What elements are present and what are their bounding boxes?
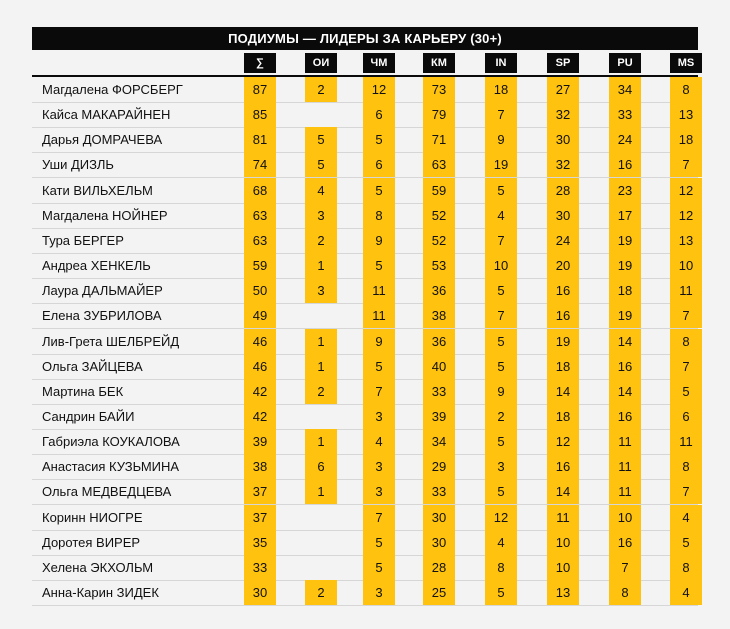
cell-pu: 14 (609, 379, 641, 404)
cell-in: 5 (485, 329, 517, 354)
cell-sum: 46 (244, 329, 276, 354)
athlete-name: Ольга ЗАЙЦЕВА (42, 358, 143, 374)
table-row (32, 354, 698, 380)
cell-oi: 2 (305, 580, 337, 605)
cell-pu: 16 (609, 152, 641, 177)
cell-km: 30 (423, 530, 455, 555)
cell-sum: 68 (244, 178, 276, 203)
athlete-name: Уши ДИЗЛЬ (42, 157, 114, 173)
athlete-name: Магдалена НОЙНЕР (42, 207, 168, 223)
cell-sp: 32 (547, 102, 579, 127)
cell-sum: 50 (244, 278, 276, 303)
cell-ms: 4 (670, 580, 702, 605)
cell-sum: 38 (244, 454, 276, 479)
cell-pu: 24 (609, 127, 641, 152)
cell-ms: 7 (670, 479, 702, 504)
cell-in: 19 (485, 152, 517, 177)
cell-oi (305, 530, 337, 555)
cell-ms: 4 (670, 505, 702, 530)
cell-sp: 28 (547, 178, 579, 203)
cell-chm: 3 (363, 454, 395, 479)
cell-km: 36 (423, 329, 455, 354)
cell-oi (305, 555, 337, 580)
athlete-name: Кати ВИЛЬХЕЛЬМ (42, 182, 153, 198)
cell-oi: 1 (305, 253, 337, 278)
cell-chm: 9 (363, 329, 395, 354)
cell-sp: 10 (547, 555, 579, 580)
cell-sum: 81 (244, 127, 276, 152)
table-row (32, 454, 698, 480)
cell-oi: 3 (305, 203, 337, 228)
table-row (32, 530, 698, 556)
cell-km: 36 (423, 278, 455, 303)
cell-sum: 42 (244, 404, 276, 429)
cell-in: 2 (485, 404, 517, 429)
cell-sum: 35 (244, 530, 276, 555)
cell-km: 53 (423, 253, 455, 278)
column-header-in: IN (485, 53, 517, 73)
athlete-name: Мартина БЕК (42, 383, 124, 399)
cell-ms: 6 (670, 404, 702, 429)
cell-in: 9 (485, 379, 517, 404)
cell-ms: 12 (670, 178, 702, 203)
cell-oi: 2 (305, 379, 337, 404)
cell-sp: 14 (547, 379, 579, 404)
cell-in: 7 (485, 102, 517, 127)
cell-pu: 17 (609, 203, 641, 228)
cell-sp: 27 (547, 77, 579, 102)
cell-km: 63 (423, 152, 455, 177)
cell-in: 5 (485, 354, 517, 379)
cell-km: 52 (423, 228, 455, 253)
column-header-sum: ∑ (244, 53, 276, 73)
cell-in: 9 (485, 127, 517, 152)
cell-chm: 12 (363, 77, 395, 102)
table-title: ПОДИУМЫ — ЛИДЕРЫ ЗА КАРЬЕРУ (30+) (32, 27, 698, 50)
column-header-km: КМ (423, 53, 455, 73)
cell-in: 5 (485, 178, 517, 203)
cell-oi: 1 (305, 354, 337, 379)
table-row (32, 178, 698, 204)
cell-pu: 8 (609, 580, 641, 605)
cell-ms: 12 (670, 203, 702, 228)
cell-sp: 11 (547, 505, 579, 530)
cell-sp: 18 (547, 404, 579, 429)
cell-km: 34 (423, 429, 455, 454)
cell-pu: 10 (609, 505, 641, 530)
column-header-pu: PU (609, 53, 641, 73)
cell-km: 25 (423, 580, 455, 605)
cell-km: 52 (423, 203, 455, 228)
cell-pu: 11 (609, 454, 641, 479)
cell-oi (305, 303, 337, 328)
cell-chm: 5 (363, 555, 395, 580)
cell-pu: 14 (609, 329, 641, 354)
cell-oi: 3 (305, 278, 337, 303)
table-row (32, 303, 698, 329)
athlete-name: Доротея ВИРЕР (42, 534, 141, 550)
cell-oi: 2 (305, 228, 337, 253)
cell-ms: 5 (670, 530, 702, 555)
table-row (32, 479, 698, 505)
cell-oi: 1 (305, 429, 337, 454)
cell-oi: 1 (305, 329, 337, 354)
cell-chm: 5 (363, 127, 395, 152)
cell-oi: 2 (305, 77, 337, 102)
cell-chm: 5 (363, 354, 395, 379)
cell-pu: 16 (609, 530, 641, 555)
table-row (32, 253, 698, 279)
cell-oi: 1 (305, 479, 337, 504)
column-header-row (32, 51, 698, 77)
cell-in: 3 (485, 454, 517, 479)
cell-sp: 24 (547, 228, 579, 253)
cell-sum: 85 (244, 102, 276, 127)
cell-ms: 11 (670, 429, 702, 454)
cell-ms: 7 (670, 354, 702, 379)
table-row (32, 127, 698, 153)
cell-sp: 30 (547, 203, 579, 228)
cell-pu: 18 (609, 278, 641, 303)
athlete-name: Лив-Грета ШЕЛБРЕЙД (42, 333, 180, 349)
cell-km: 71 (423, 127, 455, 152)
athlete-name: Коринн НИОГРЕ (42, 509, 143, 525)
cell-sum: 63 (244, 203, 276, 228)
column-header-sp: SP (547, 53, 579, 73)
cell-sp: 10 (547, 530, 579, 555)
cell-sp: 16 (547, 303, 579, 328)
table-row (32, 505, 698, 531)
cell-in: 8 (485, 555, 517, 580)
cell-km: 30 (423, 505, 455, 530)
table-row (32, 203, 698, 229)
cell-chm: 5 (363, 253, 395, 278)
cell-oi (305, 102, 337, 127)
cell-pu: 19 (609, 228, 641, 253)
cell-sp: 32 (547, 152, 579, 177)
cell-km: 38 (423, 303, 455, 328)
cell-sp: 19 (547, 329, 579, 354)
cell-sp: 20 (547, 253, 579, 278)
cell-in: 4 (485, 203, 517, 228)
table-row (32, 404, 698, 430)
cell-sp: 14 (547, 479, 579, 504)
cell-ms: 5 (670, 379, 702, 404)
table-row (32, 555, 698, 581)
cell-sum: 37 (244, 479, 276, 504)
cell-in: 7 (485, 303, 517, 328)
athlete-name: Хелена ЭКХОЛЬМ (42, 559, 154, 575)
athlete-name: Елена ЗУБРИЛОВА (42, 308, 162, 324)
cell-sum: 46 (244, 354, 276, 379)
cell-pu: 16 (609, 404, 641, 429)
cell-in: 12 (485, 505, 517, 530)
cell-km: 33 (423, 479, 455, 504)
cell-ms: 8 (670, 555, 702, 580)
table-row (32, 228, 698, 254)
cell-pu: 7 (609, 555, 641, 580)
cell-sum: 39 (244, 429, 276, 454)
cell-sp: 13 (547, 580, 579, 605)
column-header-ms: MS (670, 53, 702, 73)
cell-ms: 7 (670, 152, 702, 177)
cell-sp: 30 (547, 127, 579, 152)
column-header-chm: ЧМ (363, 53, 395, 73)
cell-pu: 11 (609, 479, 641, 504)
table-row (32, 77, 698, 103)
cell-oi: 5 (305, 152, 337, 177)
athlete-name: Кайса МАКАРАЙНЕН (42, 107, 171, 123)
table-row (32, 278, 698, 304)
cell-ms: 8 (670, 454, 702, 479)
cell-pu: 19 (609, 303, 641, 328)
table-row (32, 329, 698, 355)
athlete-name: Магдалена ФОРСБЕРГ (42, 82, 183, 97)
cell-chm: 9 (363, 228, 395, 253)
cell-ms: 13 (670, 102, 702, 127)
athlete-name: Ольга МЕДВЕДЦЕВА (42, 484, 172, 500)
cell-in: 5 (485, 479, 517, 504)
athlete-name: Габриэла КОУКАЛОВА (42, 434, 180, 450)
cell-oi: 6 (305, 454, 337, 479)
athlete-name: Анна-Карин ЗИДЕК (42, 585, 159, 600)
cell-in: 7 (485, 228, 517, 253)
cell-sp: 18 (547, 354, 579, 379)
cell-km: 33 (423, 379, 455, 404)
cell-sum: 33 (244, 555, 276, 580)
cell-sum: 37 (244, 505, 276, 530)
cell-chm: 5 (363, 530, 395, 555)
cell-chm: 7 (363, 379, 395, 404)
cell-km: 79 (423, 102, 455, 127)
cell-sum: 42 (244, 379, 276, 404)
column-header-oi: ОИ (305, 53, 337, 73)
athlete-name: Лаура ДАЛЬМАЙЕР (42, 283, 163, 299)
cell-sum: 59 (244, 253, 276, 278)
cell-ms: 7 (670, 303, 702, 328)
cell-in: 5 (485, 429, 517, 454)
table-row (32, 379, 698, 405)
cell-km: 59 (423, 178, 455, 203)
cell-pu: 23 (609, 178, 641, 203)
cell-in: 4 (485, 530, 517, 555)
cell-sp: 16 (547, 454, 579, 479)
cell-pu: 11 (609, 429, 641, 454)
cell-oi: 4 (305, 178, 337, 203)
cell-km: 29 (423, 454, 455, 479)
cell-oi (305, 404, 337, 429)
cell-in: 5 (485, 580, 517, 605)
cell-sum: 87 (244, 77, 276, 102)
cell-sp: 16 (547, 278, 579, 303)
cell-chm: 5 (363, 178, 395, 203)
cell-km: 73 (423, 77, 455, 102)
athlete-name: Анастасия КУЗЬМИНА (42, 459, 180, 475)
cell-oi (305, 505, 337, 530)
cell-pu: 33 (609, 102, 641, 127)
table-row (32, 102, 698, 128)
cell-chm: 6 (363, 102, 395, 127)
cell-chm: 6 (363, 152, 395, 177)
cell-ms: 8 (670, 329, 702, 354)
cell-pu: 34 (609, 77, 641, 102)
cell-chm: 8 (363, 203, 395, 228)
cell-in: 10 (485, 253, 517, 278)
athlete-name: Дарья ДОМРАЧЕВА (42, 132, 163, 148)
cell-chm: 11 (363, 303, 395, 328)
athlete-name: Андреа ХЕНКЕЛЬ (42, 258, 151, 274)
cell-ms: 13 (670, 228, 702, 253)
cell-ms: 8 (670, 77, 702, 102)
cell-ms: 11 (670, 278, 702, 303)
table-row (32, 152, 698, 178)
cell-chm: 3 (363, 479, 395, 504)
athlete-name: Тура БЕРГЕР (42, 232, 124, 248)
cell-ms: 18 (670, 127, 702, 152)
cell-chm: 3 (363, 404, 395, 429)
cell-pu: 16 (609, 354, 641, 379)
table-row (32, 429, 698, 455)
cell-chm: 3 (363, 580, 395, 605)
cell-km: 39 (423, 404, 455, 429)
cell-sp: 12 (547, 429, 579, 454)
table-row (32, 580, 698, 606)
athlete-name: Сандрин БАЙИ (42, 408, 135, 424)
cell-chm: 11 (363, 278, 395, 303)
cell-chm: 7 (363, 505, 395, 530)
cell-km: 28 (423, 555, 455, 580)
cell-in: 18 (485, 77, 517, 102)
cell-km: 40 (423, 354, 455, 379)
cell-ms: 10 (670, 253, 702, 278)
cell-sum: 49 (244, 303, 276, 328)
cell-oi: 5 (305, 127, 337, 152)
cell-in: 5 (485, 278, 517, 303)
cell-sum: 30 (244, 580, 276, 605)
cell-pu: 19 (609, 253, 641, 278)
cell-chm: 4 (363, 429, 395, 454)
cell-sum: 74 (244, 152, 276, 177)
cell-sum: 63 (244, 228, 276, 253)
